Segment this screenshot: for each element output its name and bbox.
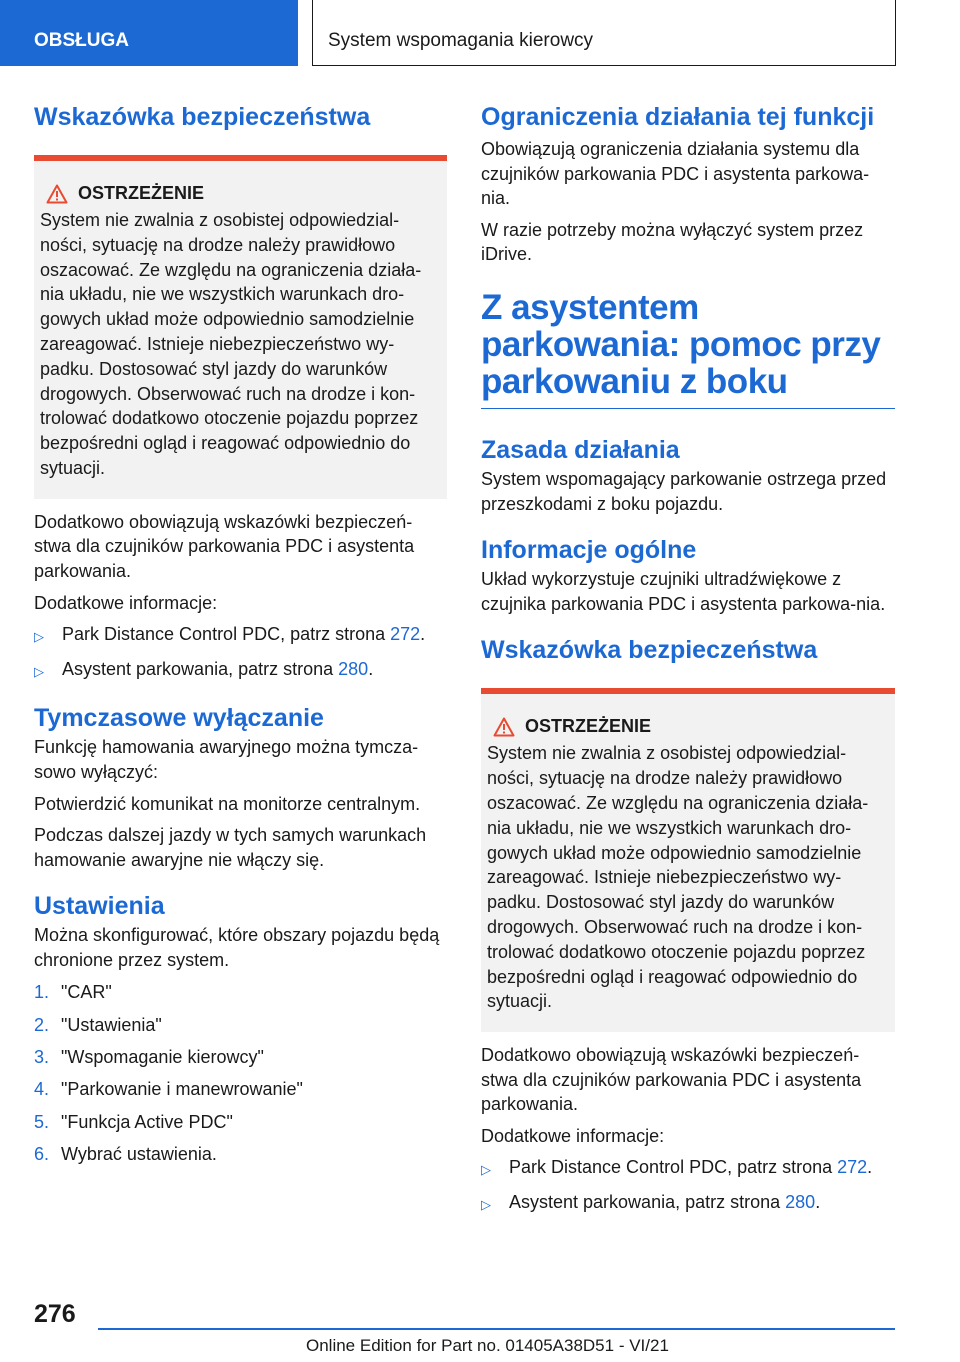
general-info-heading: Informacje ogólne (481, 536, 697, 565)
triangle-bullet-icon: ▷ (34, 629, 44, 645)
list-item (34, 1110, 447, 1135)
warning-header (46, 183, 439, 204)
list-item (34, 1142, 447, 1167)
list-item (34, 1045, 447, 1070)
list-item-text: Asystent parkowania, patrz strona (509, 1192, 786, 1213)
warning-title: OSTRZEŻENIE (525, 716, 652, 737)
step-number: 3. (34, 1047, 50, 1068)
triangle-bullet-icon: ▷ (481, 1162, 491, 1178)
warning-triangle-icon (493, 717, 515, 737)
page-number: 276 (34, 1300, 76, 1328)
list-item (34, 622, 447, 650)
warning-text: System nie zwalnia z osobistej odpowiedzial-ności, sytuację na drodze należy prawidłowo oszacować. Ze względu na ograniczenia działa-nia układu, nie we wszystkich warunkach dro-gowych układ może odpowiednio samodzielnie zareagować. Istnieje niebezpieczeństwo wy-padku. Dostosować styl jazdy do warunków drogowych. Obserwować ruch na drodze i kon-trolować dodatkowo otoczenie pojazdu poprzez bezpośredni ogląd i reagować odpowiednio do sytuacji. (40, 210, 422, 478)
chapter-heading-block (481, 289, 895, 409)
warning-box (481, 688, 895, 1032)
limits-heading: Ograniczenia działania tej funkcji (481, 103, 875, 131)
triangle-bullet-icon: ▷ (34, 663, 44, 679)
step-text: "Parkowanie i manewrowanie" (61, 1079, 303, 1100)
paragraph: Można skonfigurować, które obszary pojazdu będą chronione przez system. (34, 925, 440, 970)
paragraph: Obowiązują ograniczenia działania systemu dla czujników parkowania PDC i asystenta parkowa-nia. (481, 139, 870, 209)
list-item (34, 1013, 447, 1038)
step-text: "CAR" (61, 982, 112, 1003)
triangle-bullet-icon: ▷ (481, 1197, 491, 1213)
step-number: 5. (34, 1111, 50, 1132)
warning-text: System nie zwalnia z osobistej odpowiedzial-ności, sytuację na drodze należy prawidłowo oszacować. Ze względu na ograniczenia działa-nia układu, nie we wszystkich warunkach dro-gowych układ może odpowiednio samodzielnie zareagować. Istnieje niebezpieczeństwo wy-padku. Dostosować styl jazdy do warunków drogowych. Obserwować ruch na drodze i kon-trolować dodatkowo otoczenie pojazdu poprzez bezpośredni ogląd i reagować odpowiednio do sytuacji. (487, 743, 869, 1012)
warning-header (493, 716, 887, 737)
step-number: 1. (34, 982, 50, 1003)
footer-divider (98, 1328, 895, 1330)
punctuation: . (420, 624, 426, 645)
warning-box (34, 155, 447, 499)
list-item (34, 657, 447, 685)
page-header (0, 0, 960, 66)
step-number: 6. (34, 1144, 50, 1165)
temp-off-heading: Tymczasowe wyłączanie (34, 704, 324, 733)
paragraph: Dodatkowo obowiązują wskazówki bezpieczeń-stwa dla czujników parkowania PDC i asystenta parkowania. (481, 1045, 862, 1115)
chapter-title: System wspomagania kierowcy (312, 0, 896, 66)
paragraph: Podczas dalszej jazdy w tych samych warunkach hamowanie awaryjne nie włączy się. (34, 825, 427, 870)
step-text: Wybrać ustawienia. (61, 1144, 217, 1165)
page-link[interactable]: 272 (837, 1157, 868, 1178)
paragraph: Dodatkowe informacje: (481, 1125, 665, 1146)
list-item (481, 1155, 895, 1183)
paragraph: Potwierdzić komunikat na monitorze centralnym. (34, 793, 421, 814)
warning-triangle-icon (46, 184, 68, 204)
list-item-text: Asystent parkowania, patrz strona (62, 658, 339, 679)
step-text: "Wspomaganie kierowcy" (61, 1047, 264, 1068)
settings-heading: Ustawienia (34, 892, 165, 921)
list-item-text: Park Distance Control PDC, patrz strona (62, 624, 391, 645)
page-link[interactable]: 280 (338, 658, 369, 679)
chapter-heading: Z asystentem parkowania: pomoc przy parkowaniu z boku (481, 287, 881, 401)
paragraph: Funkcję hamowania awaryjnego można tymcza-sowo wyłączyć: (34, 737, 419, 782)
paragraph: Dodatkowe informacje: (34, 592, 218, 613)
paragraph: Dodatkowo obowiązują wskazówki bezpieczeń-stwa dla czujników parkowania PDC i asystenta parkowania. (34, 511, 415, 581)
list-item-text: Park Distance Control PDC, patrz strona (509, 1157, 838, 1178)
safety-heading: Wskazówka bezpieczeństwa (34, 103, 371, 131)
list-item (481, 1190, 895, 1218)
list-item (34, 980, 447, 1005)
punctuation: . (368, 658, 374, 679)
step-number: 4. (34, 1079, 50, 1100)
warning-title: OSTRZEŻENIE (78, 183, 205, 203)
left-column (34, 100, 447, 1167)
paragraph: Układ wykorzystuje czujniki ultradźwiękowe z czujnika parkowania PDC i asystenta parkowa-nia. (481, 569, 886, 614)
page-link[interactable]: 272 (390, 624, 421, 645)
step-text: "Ustawienia" (61, 1014, 162, 1035)
punctuation: . (867, 1157, 873, 1178)
safety-heading: Wskazówka bezpieczeństwa (481, 636, 818, 665)
edition-note: Online Edition for Part no. 01405A38D51 - VI/21 (306, 1336, 669, 1355)
section-tab: OBSŁUGA (0, 0, 298, 66)
right-column (481, 100, 895, 1218)
paragraph: System wspomagający parkowanie ostrzega przed przeszkodami z boku pojazdu. (481, 468, 887, 514)
step-number: 2. (34, 1014, 50, 1035)
step-text: "Funkcja Active PDC" (61, 1111, 233, 1132)
page-link[interactable]: 280 (785, 1192, 816, 1213)
steps-list (34, 980, 447, 1167)
list-item (34, 1077, 447, 1102)
paragraph: W razie potrzeby można wyłączyć system przez iDrive. (481, 219, 864, 265)
punctuation: . (815, 1192, 821, 1213)
principle-heading: Zasada działania (481, 435, 680, 464)
